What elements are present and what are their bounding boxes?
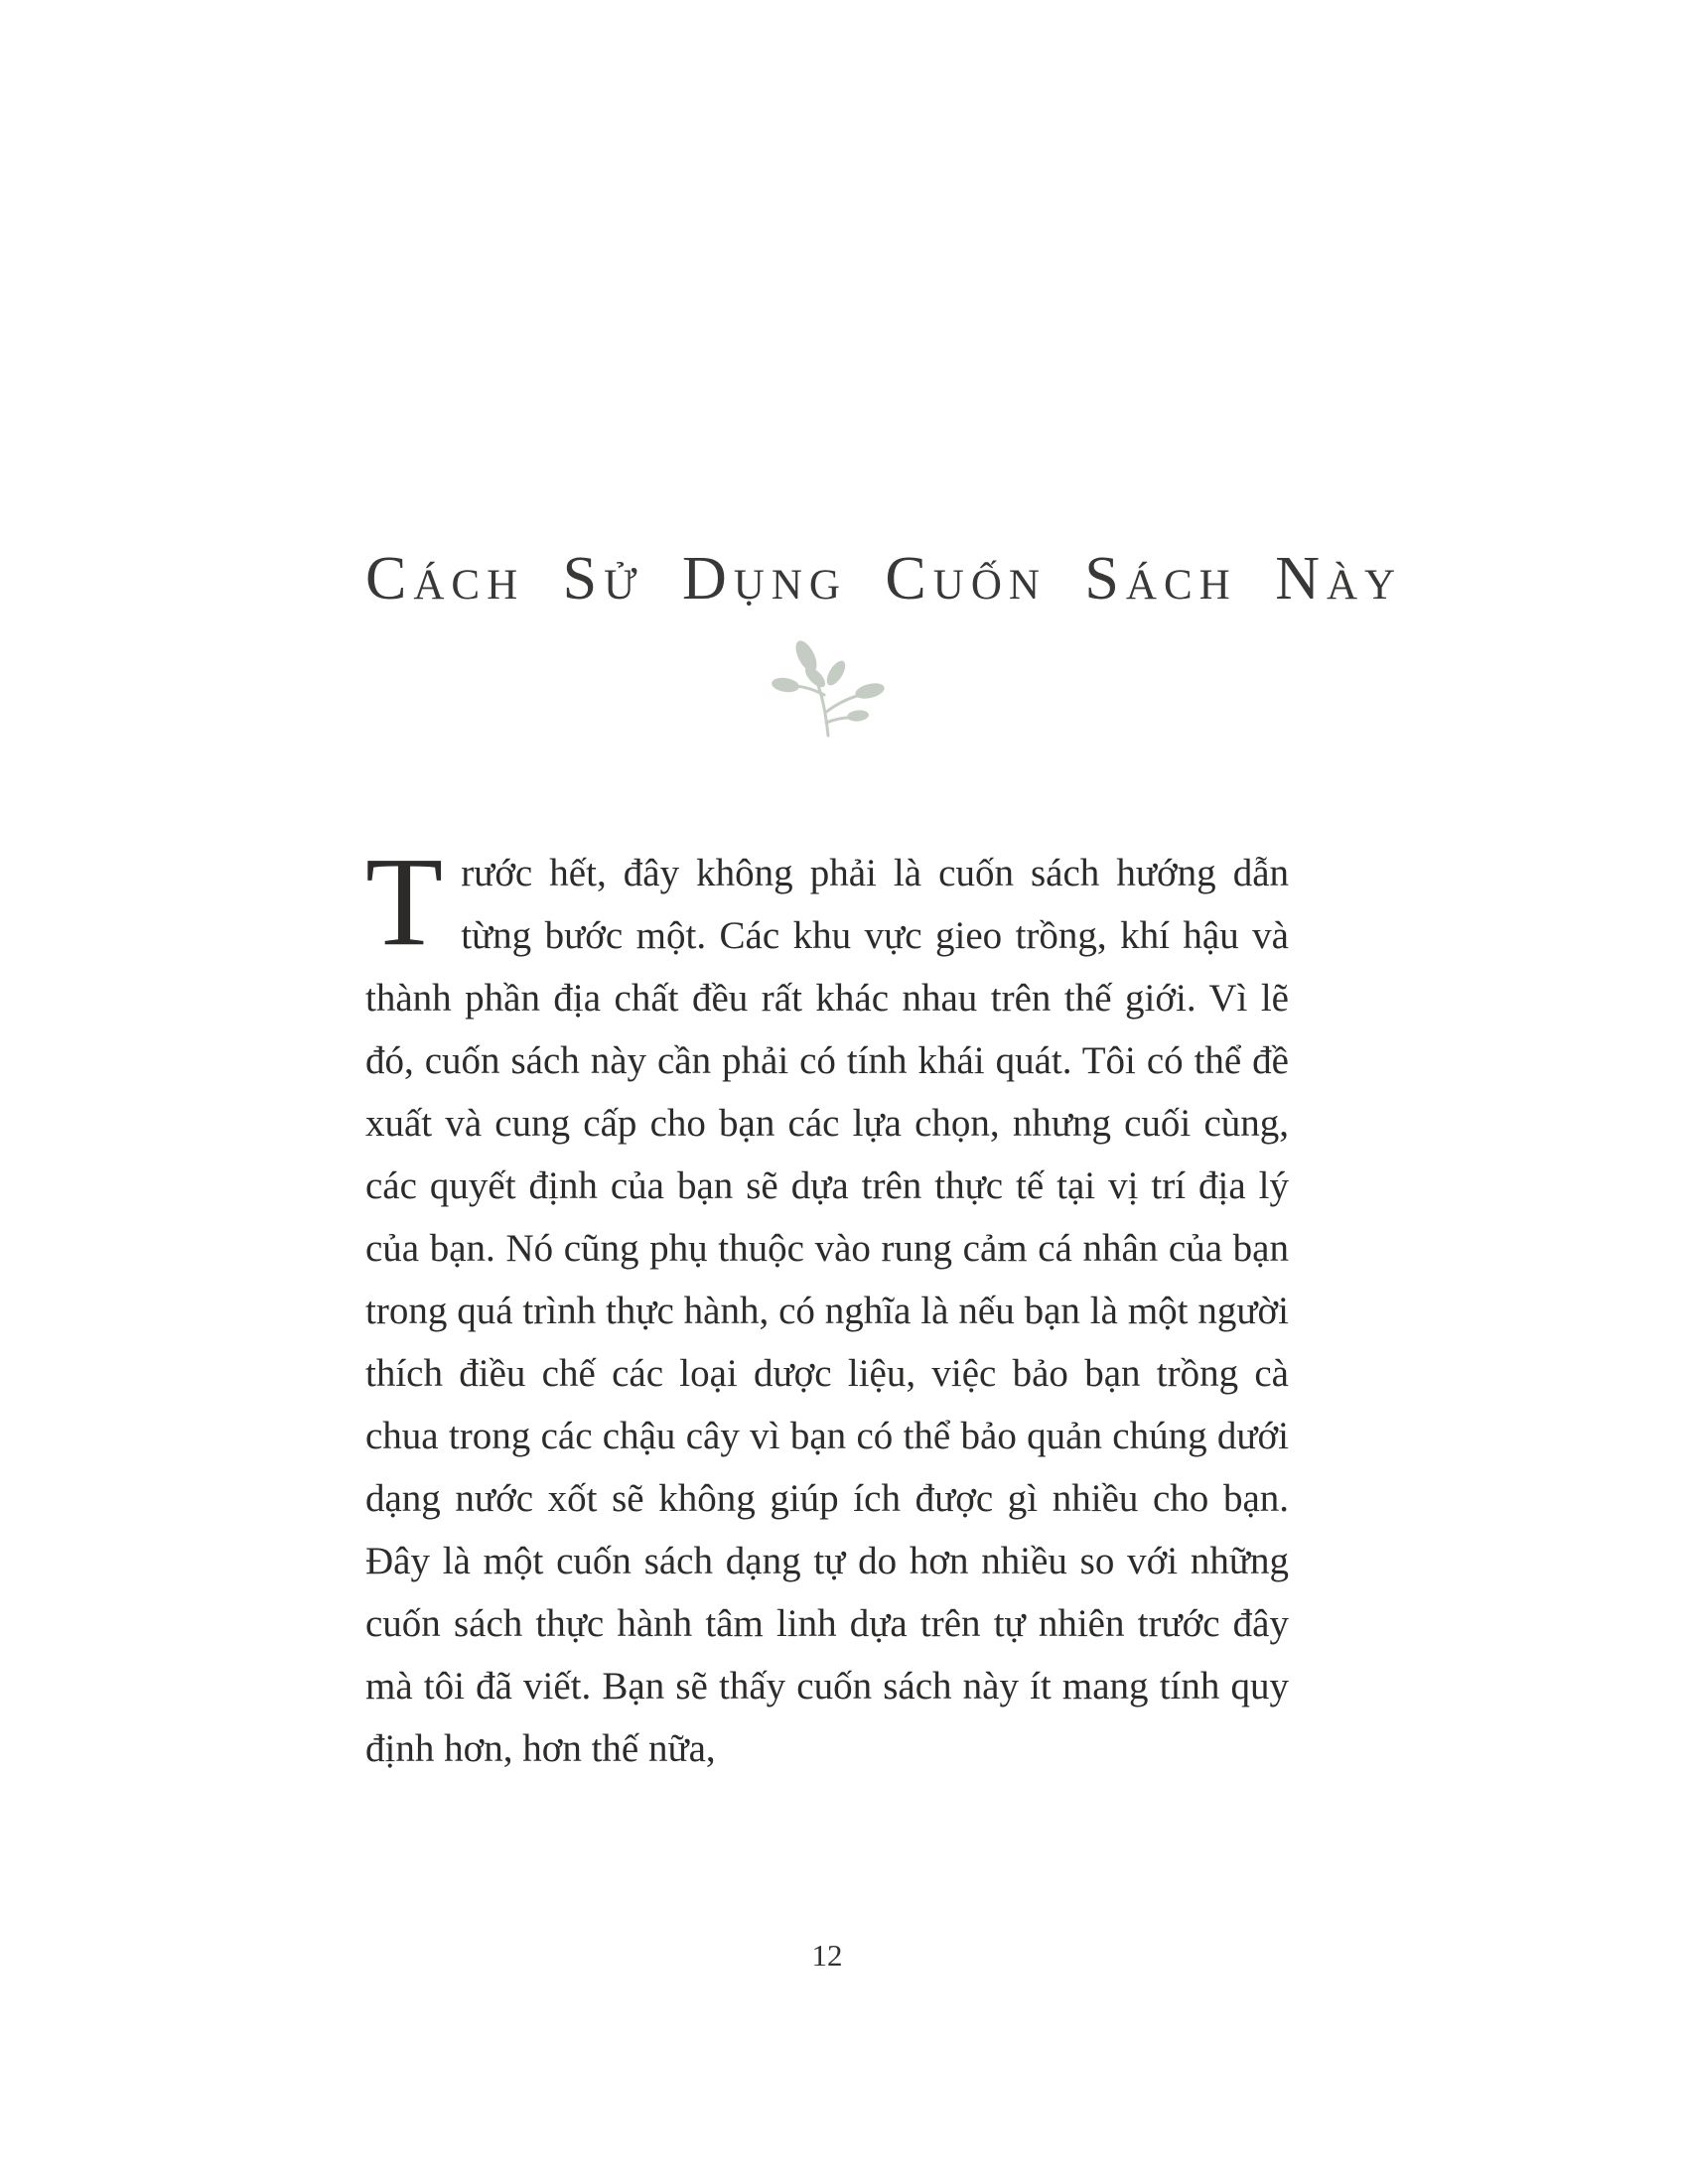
page-number: 12: [811, 1938, 843, 1973]
chapter-title: Cách Sử Dụng Cuốn Sách Này: [365, 545, 1403, 613]
dropcap-letter: T: [365, 831, 444, 972]
paragraph-text: rước hết, đây không phải là cuốn sách hướng dẫn từng bước một. Các khu vực gieo trồng, khí hậu và thành phần địa chất đều rất khác nhau trên thế giới. Vì lẽ đó, cuốn sách này cần phải có tính khái quát. Tôi có thể đề xuất và cung cấp cho bạn các lựa chọn, nhưng cuối cùng, các quyết định của bạn sẽ dựa trên thực tế tại vị trí địa lý của bạn. Nó cũng phụ thuộc vào rung cảm cá nhân của bạn trong quá trình thực hành, có nghĩa là nếu bạn là một người thích điều chế các loại dược liệu, việc bảo bạn trồng cà chua trong các chậu cây vì bạn có thể bảo quản chúng dưới dạng nước xốt sẽ không giúp ích được gì nhiều cho bạn. Đây là một cuốn sách dạng tự do hơn nhiều so với những cuốn sách thực hành tâm linh dựa trên tự nhiên trước đây mà tôi đã viết. Bạn sẽ thấy cuốn sách này ít mang tính quy định hơn, hơn thế nữa,: [365, 852, 1289, 1770]
leaf-sprig-icon: [763, 639, 892, 739]
page-content: [365, 0, 1403, 1780]
paragraph: [365, 831, 1289, 1780]
